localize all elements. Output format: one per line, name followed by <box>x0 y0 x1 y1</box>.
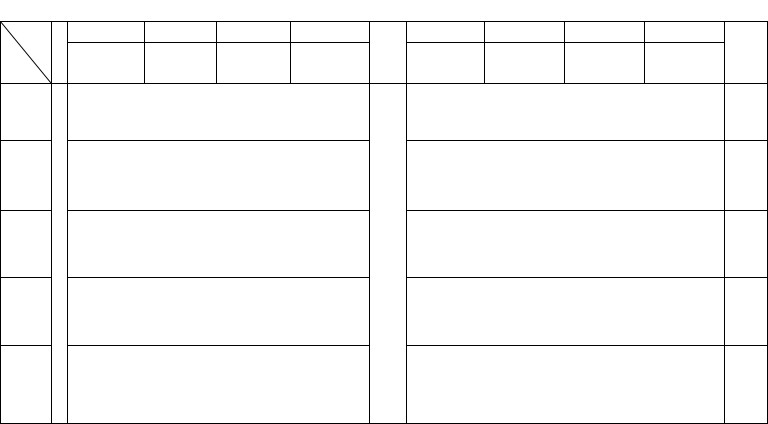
period-header-4 <box>290 21 369 42</box>
period-header-6 <box>484 21 564 42</box>
period-header-8 <box>644 21 724 42</box>
period-time-8 <box>644 42 724 83</box>
period-header-3 <box>216 21 290 42</box>
period-time-1 <box>67 42 144 83</box>
period-header-2 <box>144 21 216 42</box>
period-header-5 <box>406 21 484 42</box>
period-header-1 <box>67 21 144 42</box>
period-time-5 <box>406 42 484 83</box>
period-time-4 <box>290 42 369 83</box>
corner-period-label <box>20 26 48 40</box>
corner-day-label <box>2 62 26 76</box>
period-time-6 <box>484 42 564 83</box>
period-header-7 <box>564 21 644 42</box>
period-time-3 <box>216 42 290 83</box>
period-time-2 <box>144 42 216 83</box>
period-time-7 <box>564 42 644 83</box>
